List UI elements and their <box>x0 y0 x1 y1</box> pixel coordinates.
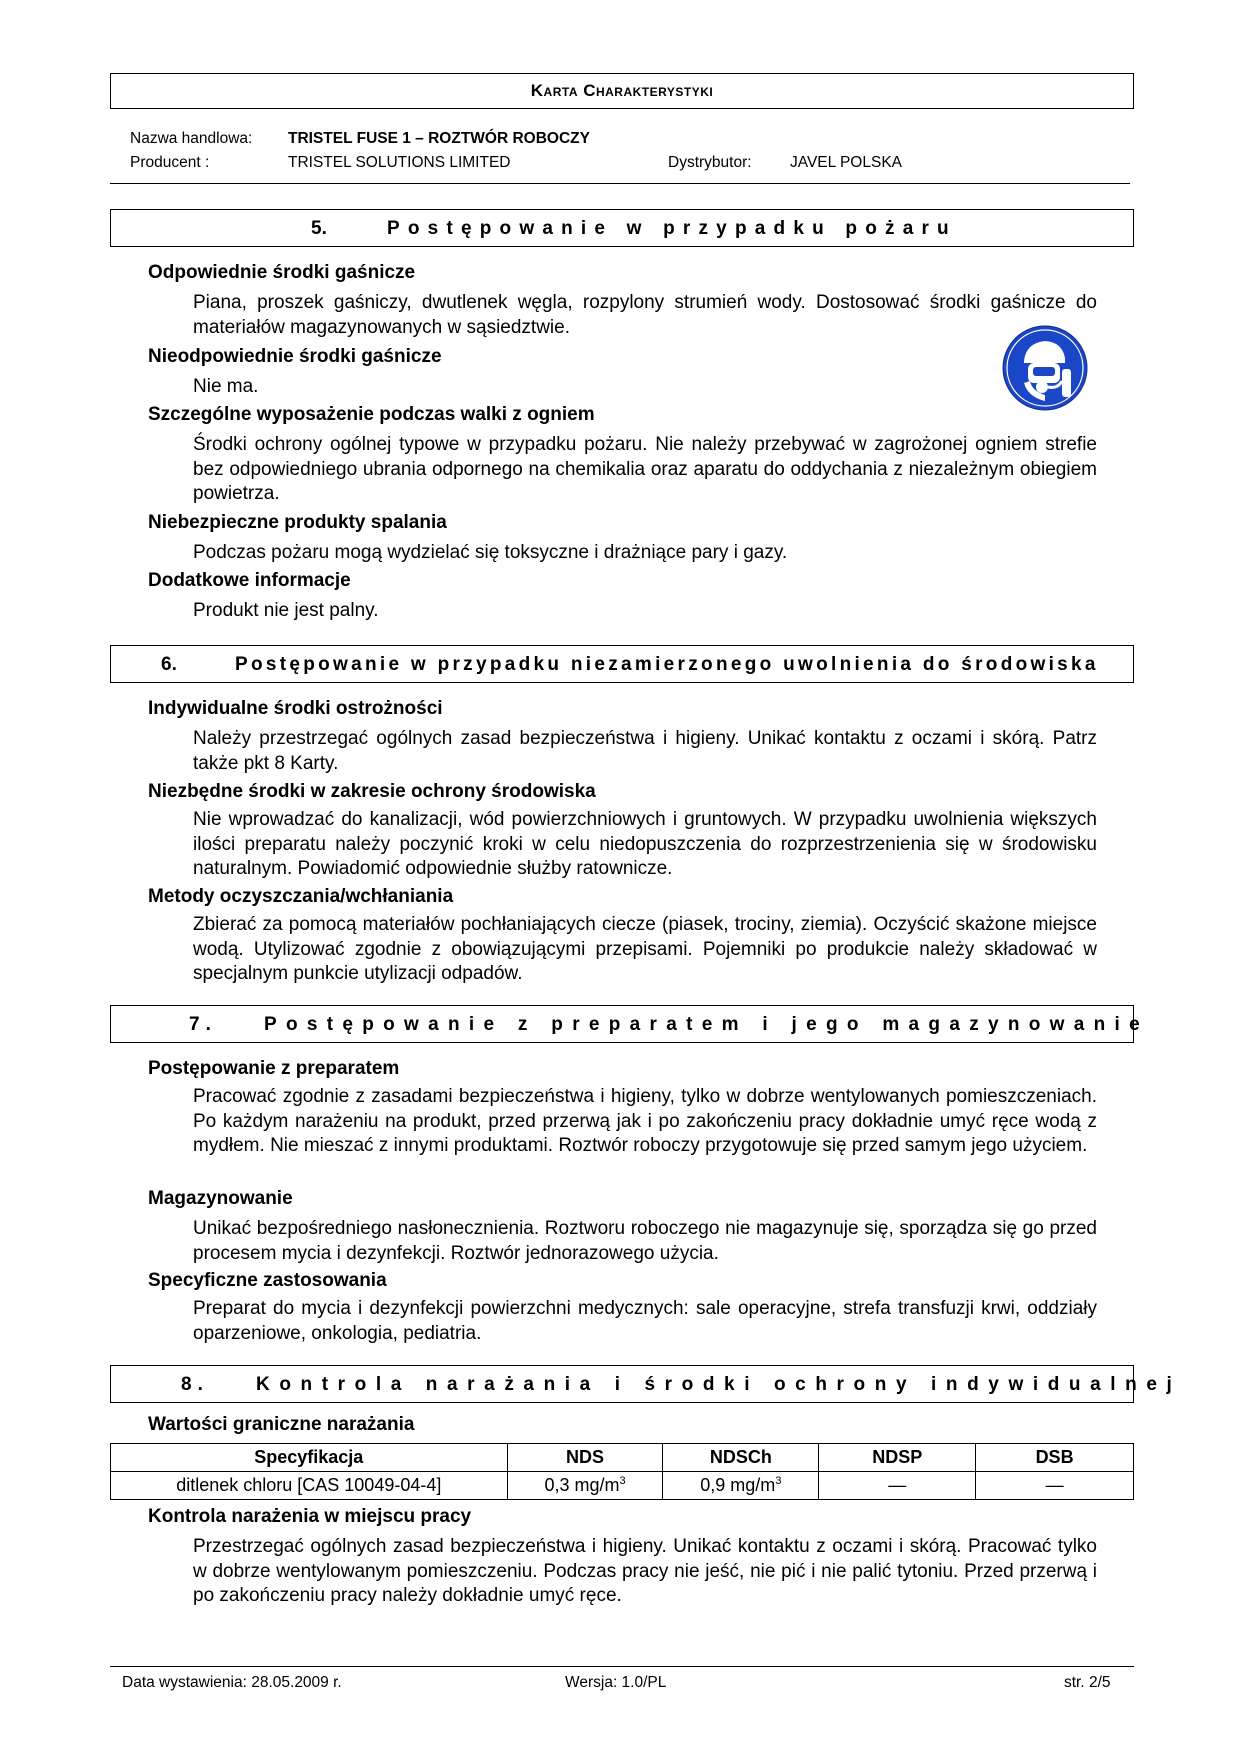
page-number: str. 2/5 <box>1064 1674 1111 1691</box>
section-title: Postępowanie z preparatem i jego magazynowanie <box>264 1014 1149 1035</box>
issue-date: Data wystawienia: 28.05.2009 r. <box>122 1674 342 1691</box>
s5-paragraph-4: Podczas pożaru mogą wydzielać się toksyczne i drażniące pary i gazy. <box>193 542 788 563</box>
section-6-header <box>110 645 1134 683</box>
s5-heading-3: Szczególne wyposażenie podczas walki z ogniem <box>148 404 595 425</box>
s6-paragraph-2: Nie wprowadzać do kanalizacji, wód powierzchniowych i gruntowych. W przypadku uwolnienia większych ilości preparatu należy poczynić kroki w celu niedopuszczenia do rozprzestrzenienia się w środowisku naturalnym. Powiadomić odpowiednie służby ratownicze. <box>193 809 1097 879</box>
table-header-row <box>111 1444 1134 1472</box>
s6-heading-2: Niezbędne środki w zakresie ochrony środowiska <box>148 781 596 802</box>
table-row <box>111 1472 1134 1500</box>
s6-paragraph-3: Zbierać za pomocą materiałów pochłaniających ciecze (piasek, trociny, ziemia). Oczyścić skażone miejsce wodą. Utylizować zgodnie z obowiązującymi przepisami. Pojemniki po produkcie należy składować w specjalnym punkcie utylizacji odpadów. <box>193 914 1097 984</box>
header-divider <box>110 183 1130 184</box>
version: Wersja: 1.0/PL <box>565 1674 667 1691</box>
footer-divider <box>110 1666 1134 1667</box>
section-number: 7. <box>189 1014 217 1035</box>
section-number: 8. <box>181 1374 209 1395</box>
section-5-header <box>110 209 1134 247</box>
s6-heading-3: Metody oczyszczania/wchłaniania <box>148 886 454 907</box>
section-title: Postępowanie w przypadku pożaru <box>387 218 957 239</box>
s5-paragraph-5: Produkt nie jest palny. <box>193 600 379 621</box>
breathing-apparatus-icon <box>1002 325 1088 411</box>
section-number: 6. <box>161 654 177 675</box>
column-header: NDSP <box>819 1444 976 1472</box>
s7-heading-1: Postępowanie z preparatem <box>148 1058 400 1079</box>
s7-paragraph-3: Preparat do mycia i dezynfekcji powierzchni medycznych: sale operacyjne, strefa transfuzji krwi, oddziały oparzeniowe, onkologia, pediatria. <box>193 1298 1097 1344</box>
s7-paragraph-1: Pracować zgodnie z zasadami bezpieczeństwa i higieny, tylko w dobrze wentylowanych pomieszczeniach. Po każdym narażeniu na produkt, przed przerwą jak i po zakończeniu pracy dokładnie umyć ręce wodą z mydłem. Nie mieszać z innymi produktami. Roztwór roboczy przygotowuje się przed samym jego użyciem. <box>193 1086 1097 1156</box>
trade-name-label: Nazwa handlowa: <box>130 130 253 147</box>
s7-heading-3: Specyficzne zastosowania <box>148 1270 387 1291</box>
column-header: DSB <box>976 1444 1134 1472</box>
s8-paragraph-2: Przestrzegać ogólnych zasad bezpieczeństwa i higieny. Unikać kontaktu z oczami i skórą. Pracować tylko w dobrze wentylowanym pomieszczeniu. Podczas pracy nie jeść, nie pić i nie palić tytoniu. Przed przerwą i po zakończeniu pracy należy dokładnie umyć ręce. <box>193 1536 1097 1606</box>
s5-paragraph-3: Środki ochrony ogólnej typowe w przypadku pożaru. Nie należy przebywać w zagrożonej ogniem strefie bez odpowiedniego ubrania odpornego na chemikalia oraz aparatu do oddychania z niezależnym obiegiem powietrza. <box>193 434 1097 504</box>
exposure-limits-table <box>110 1443 1134 1500</box>
cell-dsb: — <box>976 1472 1134 1500</box>
section-7-header <box>110 1005 1149 1043</box>
s5-heading-4: Niebezpieczne produkty spalania <box>148 512 447 533</box>
section-8-header <box>110 1365 1182 1403</box>
producer-label: Producent : <box>130 154 210 171</box>
column-header: Specyfikacja <box>111 1444 508 1472</box>
section-title: Kontrola narażania i środki ochrony indywidualnej <box>256 1374 1182 1395</box>
s5-paragraph-2: Nie ma. <box>193 376 259 397</box>
s5-heading-1: Odpowiednie środki gaśnicze <box>148 262 416 283</box>
column-header: NDS <box>507 1444 663 1472</box>
s7-heading-2: Magazynowanie <box>148 1188 293 1209</box>
s5-heading-2: Nieodpowiednie środki gaśnicze <box>148 346 442 367</box>
s5-paragraph-1: Piana, proszek gaśniczy, dwutlenek węgla, rozpylony strumień wody. Dostosować środki gaśnicze do materiałów magazynowanych w sąsiedztwie. <box>193 292 1097 338</box>
document-title: Karta Charakterystyki <box>110 73 1134 109</box>
cell-spec: ditlenek chloru [CAS 10049-04-4] <box>111 1472 508 1500</box>
s8-heading-2: Kontrola narażenia w miejscu pracy <box>148 1506 472 1527</box>
distributor: JAVEL POLSKA <box>790 154 902 171</box>
s7-paragraph-2: Unikać bezpośredniego nasłonecznienia. Roztworu roboczego nie magazynuje się, sporządza się go przed procesem mycia i dezynfekcji. Roztwór jednorazowego użycia. <box>193 1218 1097 1264</box>
producer: TRISTEL SOLUTIONS LIMITED <box>288 154 511 171</box>
s8-heading-1: Wartości graniczne narażania <box>148 1414 415 1435</box>
section-title: Postępowanie w przypadku niezamierzonego uwolnienia do środowiska <box>235 654 1099 675</box>
trade-name: TRISTEL FUSE 1 – ROZTWÓR ROBOCZY <box>288 130 590 147</box>
cell-ndsch: 0,9 $mg/m^3$ <box>663 1472 819 1500</box>
section-number: 5. <box>311 218 327 239</box>
cell-nds: 0,3 $mg/m^3$ <box>507 1472 663 1500</box>
column-header: NDSCh <box>663 1444 819 1472</box>
cell-ndsp: — <box>819 1472 976 1500</box>
s5-heading-5: Dodatkowe informacje <box>148 570 351 591</box>
distributor-label: Dystrybutor: <box>668 154 752 171</box>
s6-paragraph-1: Należy przestrzegać ogólnych zasad bezpieczeństwa i higieny. Unikać kontaktu z oczami i skórą. Patrz także pkt 8 Karty. <box>193 728 1097 774</box>
s6-heading-1: Indywidualne środki ostrożności <box>148 698 443 719</box>
